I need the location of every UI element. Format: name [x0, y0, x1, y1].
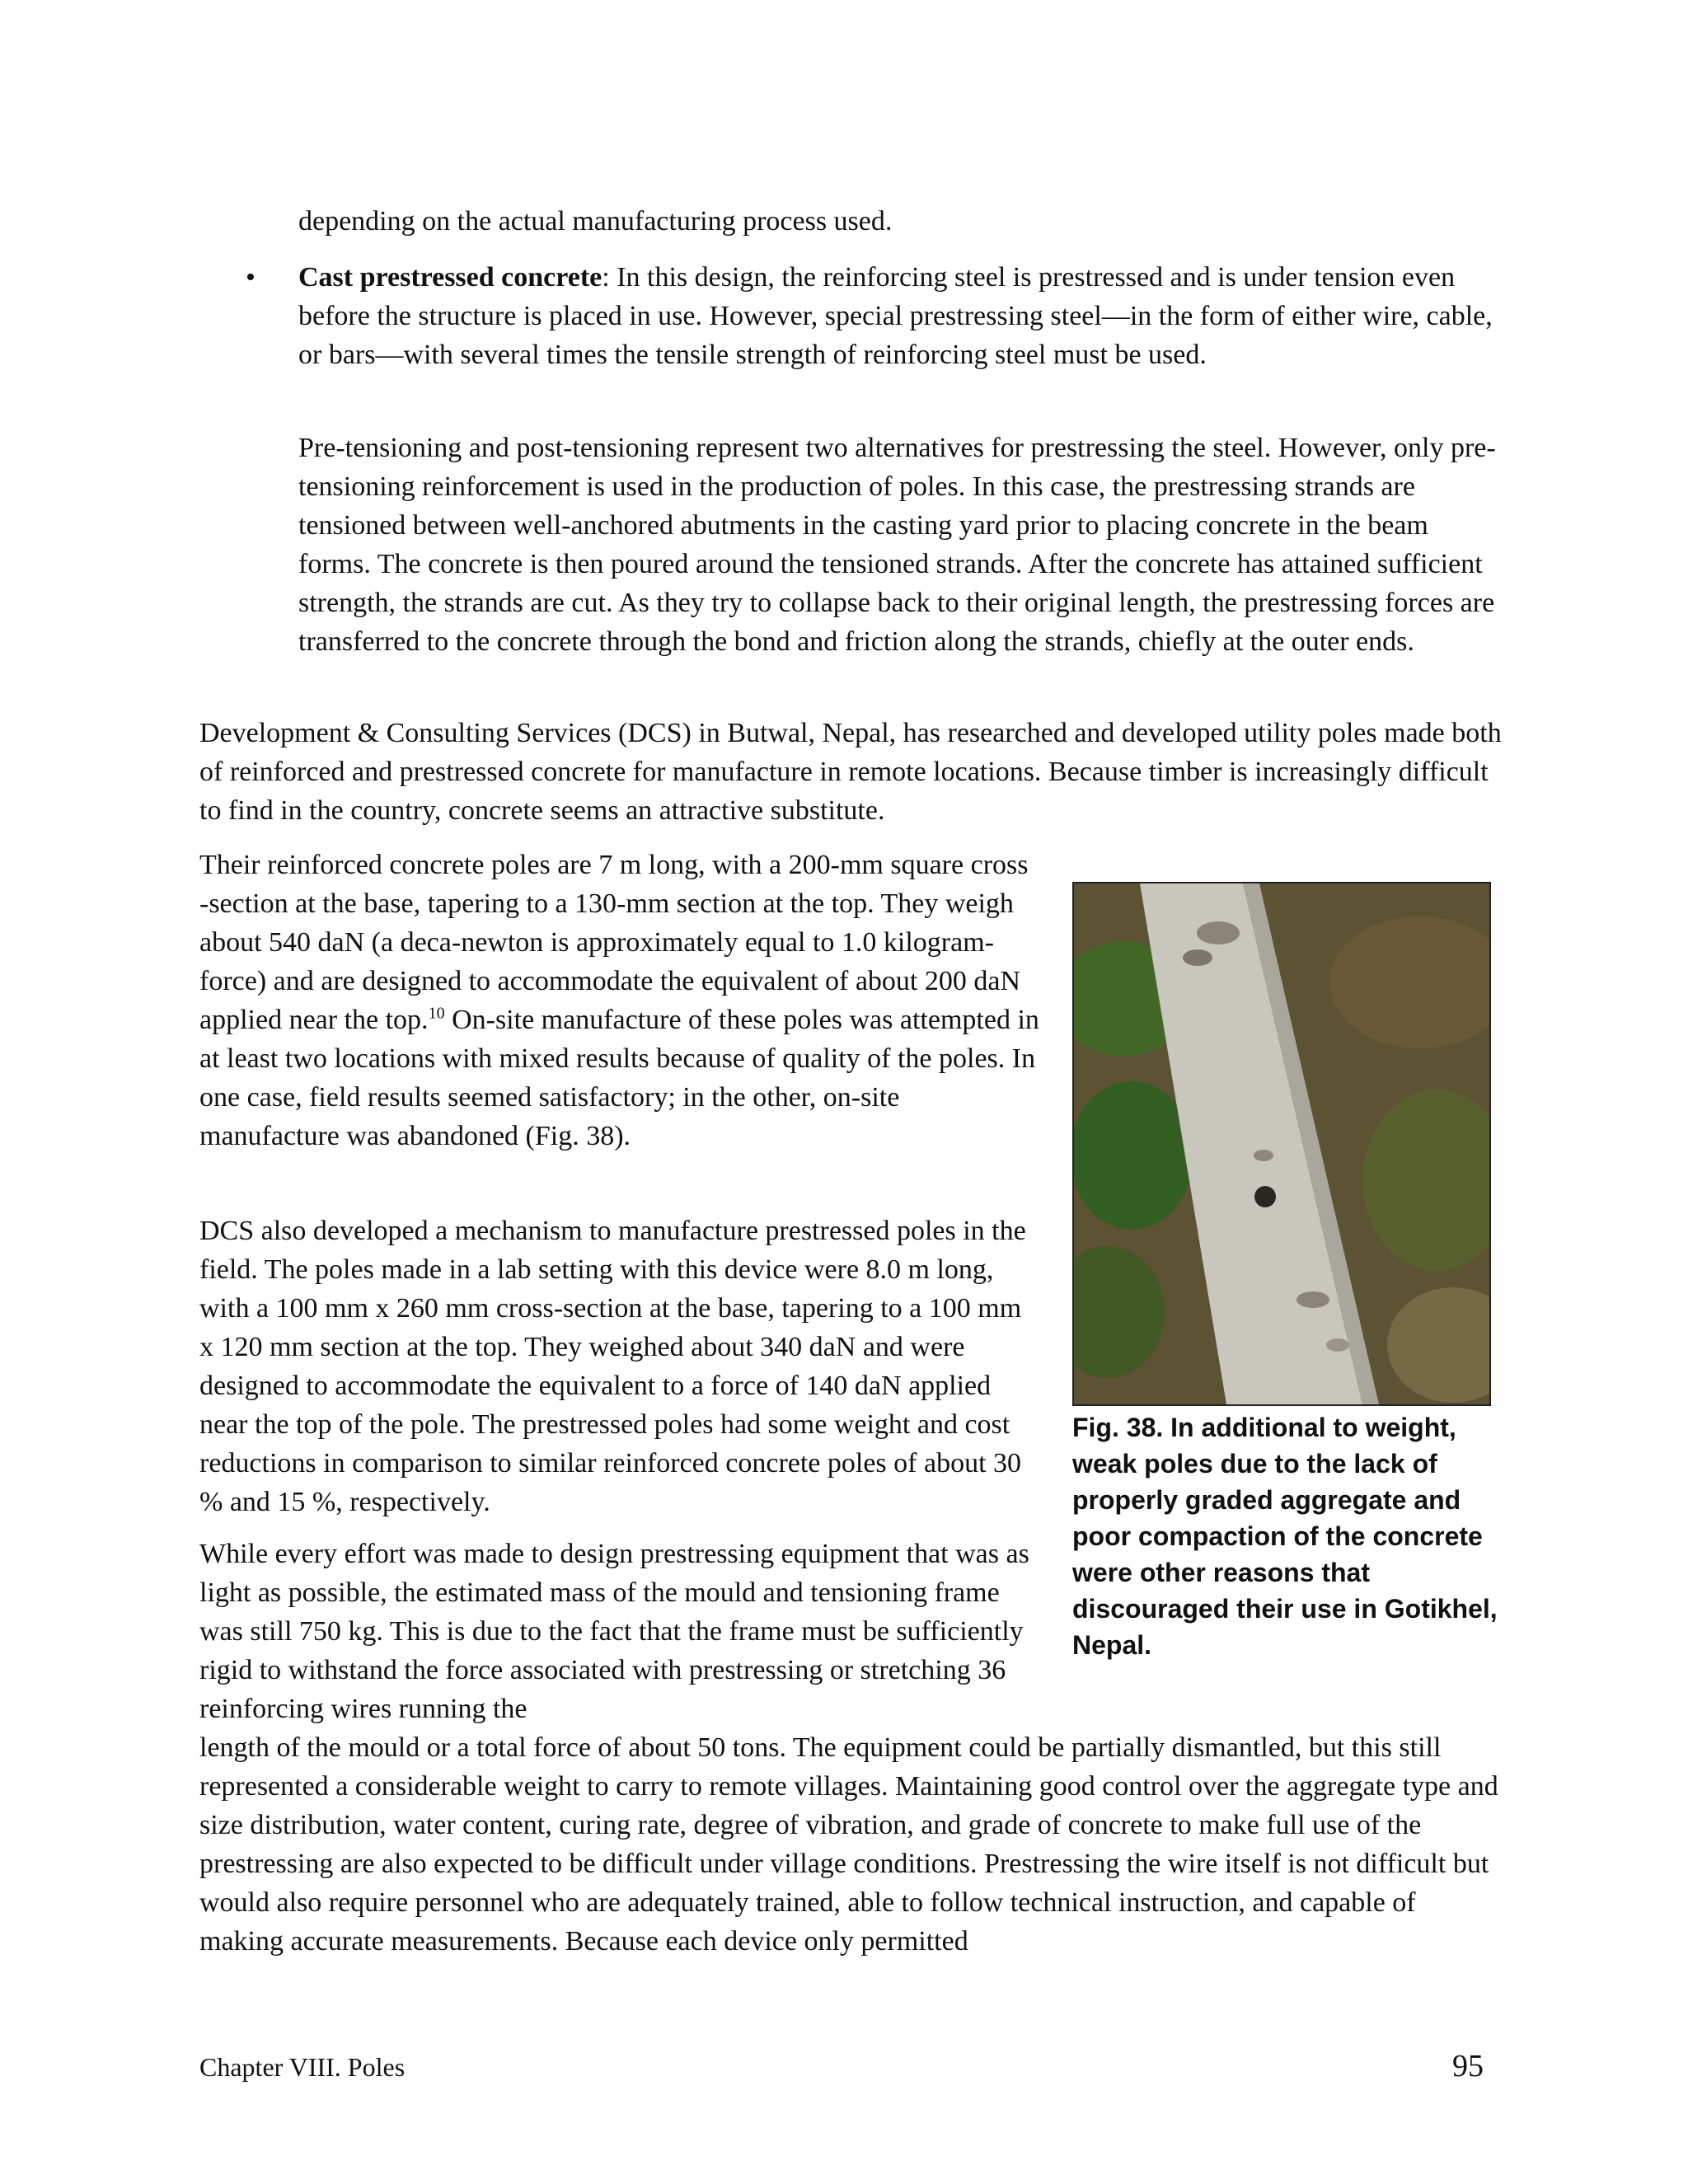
- bullet-lead: Cast prestressed concrete: [298, 262, 603, 293]
- footnote-ref: 10: [428, 1004, 445, 1023]
- prestressed-poles-paragraph: DCS also developed a mechanism to manufacture prestressed poles in the field. The poles made in a lab setting with this device were 8.0 m long, with a 100 mm x 260 mm cross-section at the base, tapering to a 100 mm x 120 mm section at the top. They weighed about 340 daN and were designed to accommodate the equivalent to a force of 140 daN applied near the top of the pole. The prestressed poles had some weight and cost reductions in comparison to similar reinforced concrete poles of about 30 % and 15 %, respectively.: [199, 1216, 1026, 1517]
- effort-paragraph-top: While every effort was made to design prestressing equipment that was as light as possible, the estimated mass of the mould and tensioning frame was still 750 kg. This is due to the fact that the frame must be sufficiently rigid to withstand the force associated with prestressing or stretching 36 reinforcing wires running the: [199, 1539, 1029, 1724]
- reinforced-poles-paragraph: [199, 846, 1040, 1155]
- pretension-paragraph: Pre-tensioning and post-tensioning represent two alternatives for prestressing the steel. However, only pre-tensioning reinforcement is used in the production of poles. In this case, the prestressing strands are tensioned between well-anchored abutments in the casting yard prior to placing concrete in the beam forms. The concrete is then poured around the tensioned strands. After the concrete has attained sufficient strength, the strands are cut. As they try to collapse back to their original length, the prestressing forces are transferred to the concrete through the bond and friction along the strands, chiefly at the outer ends.: [298, 433, 1496, 657]
- bullet-cast-prestressed: [298, 258, 1502, 374]
- bullet-icon: •: [246, 262, 256, 293]
- concrete-pole-image: [1074, 883, 1489, 1404]
- reinforced-text: Their reinforced concrete poles are 7 m long, with a 200-mm square cross -section at the base, tapering to a 130-mm section at the top. They weigh about 540 daN (a deca-newton is approximately equal to 1.0 kilogram-force) and are designed to accommodate the equivalent of about 200 daN applied near the top.: [199, 850, 1029, 1035]
- concrete-pole-photo: [1072, 882, 1491, 1406]
- figure-caption: Fig. 38. In additional to weight, weak poles due to the lack of properly graded aggregate and poor compaction of the concrete were other reasons that discouraged their use in Gotikhel, Nepal.: [1072, 1413, 1498, 1660]
- dcs-paragraph: Development & Consulting Services (DCS) in Butwal, Nepal, has researched and developed utility poles made both of reinforced and prestressed concrete for manufacture in remote locations. Because timber is increasingly difficult to find in the country, concrete seems an attractive substitute.: [199, 718, 1502, 826]
- effort-paragraph-bottom: length of the mould or a total force of about 50 tons. The equipment could be partially dismantled, but this still represented a considerable weight to carry to remote villages. Maintaining good control over the aggregate type and size distribution, water content, curing rate, degree of vibration, and grade of concrete to make full use of the prestressing are also expected to be difficult under village conditions. Prestressing the wire itself is not difficult but would also require personnel who are adequately trained, able to follow technical instruction, and capable of making accurate measurements. Because each device only permitted: [199, 1732, 1498, 1957]
- page-number: 95: [1452, 2049, 1484, 2083]
- footer-chapter: Chapter VIII. Poles: [199, 2052, 406, 2082]
- continuation-line: depending on the actual manufacturing process used.: [298, 206, 893, 237]
- reinforced-text-cont: On-site manufacture of these poles was attempted in at least two locations with mixed results because of quality of the poles. In one case, field results seemed satisfactory; in the other, on-site manufacture was abandoned (Fig. 38).: [199, 1005, 1039, 1151]
- bullet-text: : In this design, the reinforcing steel is prestressed and is under tension even before the structure is placed in use. However, special prestressing steel—in the form of either wire, cable, or bars—with several times the tensile strength of reinforcing steel must be used.: [298, 262, 1493, 370]
